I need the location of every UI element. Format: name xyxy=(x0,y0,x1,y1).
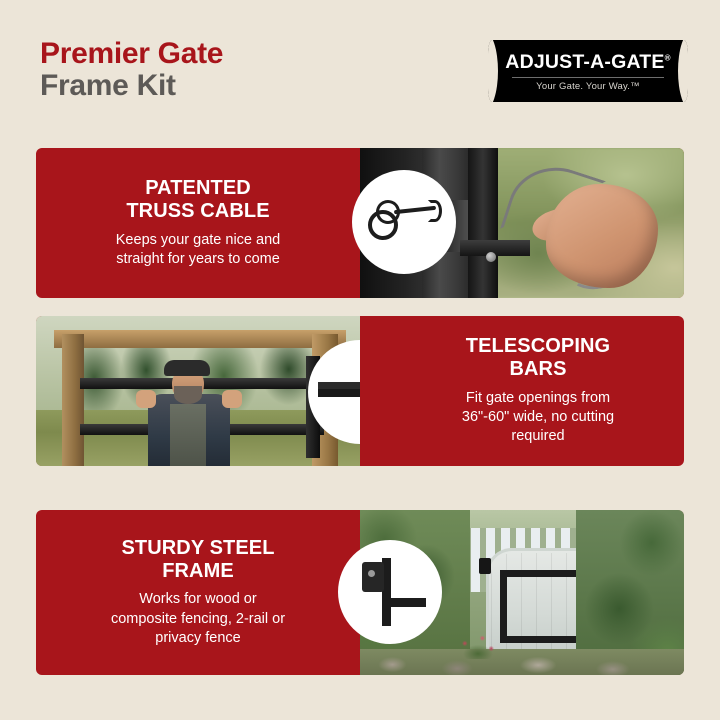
feature-body-line-1: Works for wood or xyxy=(139,591,257,608)
wood-post-left xyxy=(62,334,84,466)
brand-logo-tagline: Your Gate. Your Way.™ xyxy=(536,80,640,92)
feature-heading-telescoping-bars xyxy=(392,335,684,381)
installer-beard xyxy=(174,386,202,404)
steel-frame-corner-icon xyxy=(352,558,426,628)
feature-heading-line-1: PATENTED xyxy=(145,176,251,199)
registered-mark-icon: ® xyxy=(664,53,671,62)
truss-cable-icon xyxy=(366,196,442,248)
logo-divider xyxy=(512,77,664,78)
brand-logo-name-text: ADJUST-A-GATE xyxy=(505,50,665,73)
feature-heading-line-1: STURDY STEEL xyxy=(121,536,275,559)
installer-shirt xyxy=(170,404,206,466)
frame-bolt-icon xyxy=(368,570,375,577)
feature-heading-line-2: FRAME xyxy=(162,559,234,582)
feature-heading-line-2: BARS xyxy=(509,358,567,381)
feature-text-truss-cable xyxy=(36,148,360,298)
installer-hand-right xyxy=(222,390,242,408)
feature-body-line-3: required xyxy=(511,428,565,445)
gate-post-secondary xyxy=(468,148,498,298)
feature-body-line-2: composite fencing, 2-rail or xyxy=(110,610,286,627)
feature-body-line-2: 36"-60" wide, no cutting xyxy=(461,409,615,426)
frame-horizontal-icon xyxy=(382,598,426,607)
feature-body-line-2: straight for years to come xyxy=(116,250,280,267)
frame-bracket-icon xyxy=(362,562,384,592)
telescoping-bar-inner-icon xyxy=(318,382,360,389)
feature-body-line-1: Fit gate openings from xyxy=(465,389,611,406)
feature-body-truss-cable xyxy=(36,231,360,270)
feature-text-steel-frame xyxy=(36,510,360,675)
feature-heading-line-1: TELESCOPING xyxy=(465,335,611,358)
page-title-line-1: Premier Gate xyxy=(40,37,224,70)
page-title xyxy=(40,38,223,103)
feature-body-steel-frame xyxy=(36,590,360,648)
feature-text-telescoping-bars xyxy=(392,316,684,466)
photo-flowers xyxy=(456,633,500,659)
brand-logo-name xyxy=(505,51,670,74)
gate-latch xyxy=(479,558,491,574)
logo-right-curve xyxy=(678,40,688,102)
feature-heading-truss-cable xyxy=(36,177,360,223)
feature-body-line-1: Keeps your gate nice and xyxy=(115,231,281,248)
feature-panel-truss-cable xyxy=(36,148,684,298)
page-title-line-2: Frame Kit xyxy=(40,69,176,103)
installer-hand-left xyxy=(136,390,156,408)
brand-logo xyxy=(488,40,688,102)
steel-frame-left xyxy=(500,570,507,643)
header xyxy=(0,0,720,130)
installer-hand xyxy=(546,184,658,288)
telescoping-bar-icon xyxy=(318,388,360,397)
callout-circle-truss-cable xyxy=(352,170,456,274)
callout-circle-steel-frame xyxy=(338,540,442,644)
feature-panel-telescoping-bars xyxy=(36,316,684,466)
feature-heading-steel-frame xyxy=(36,537,360,583)
feature-body-telescoping-bars xyxy=(392,389,684,447)
feature-heading-line-2: TRUSS CABLE xyxy=(126,199,270,222)
installer-cap xyxy=(164,360,210,376)
cable-hook-icon xyxy=(428,200,442,222)
feature-panel-steel-frame xyxy=(36,510,684,675)
feature-photo-telescoping-bars xyxy=(36,316,360,466)
gate-header-beam xyxy=(54,330,346,348)
gate-bolt xyxy=(486,252,496,262)
feature-body-line-3: privacy fence xyxy=(155,629,241,646)
photo-rock-border xyxy=(360,649,684,675)
